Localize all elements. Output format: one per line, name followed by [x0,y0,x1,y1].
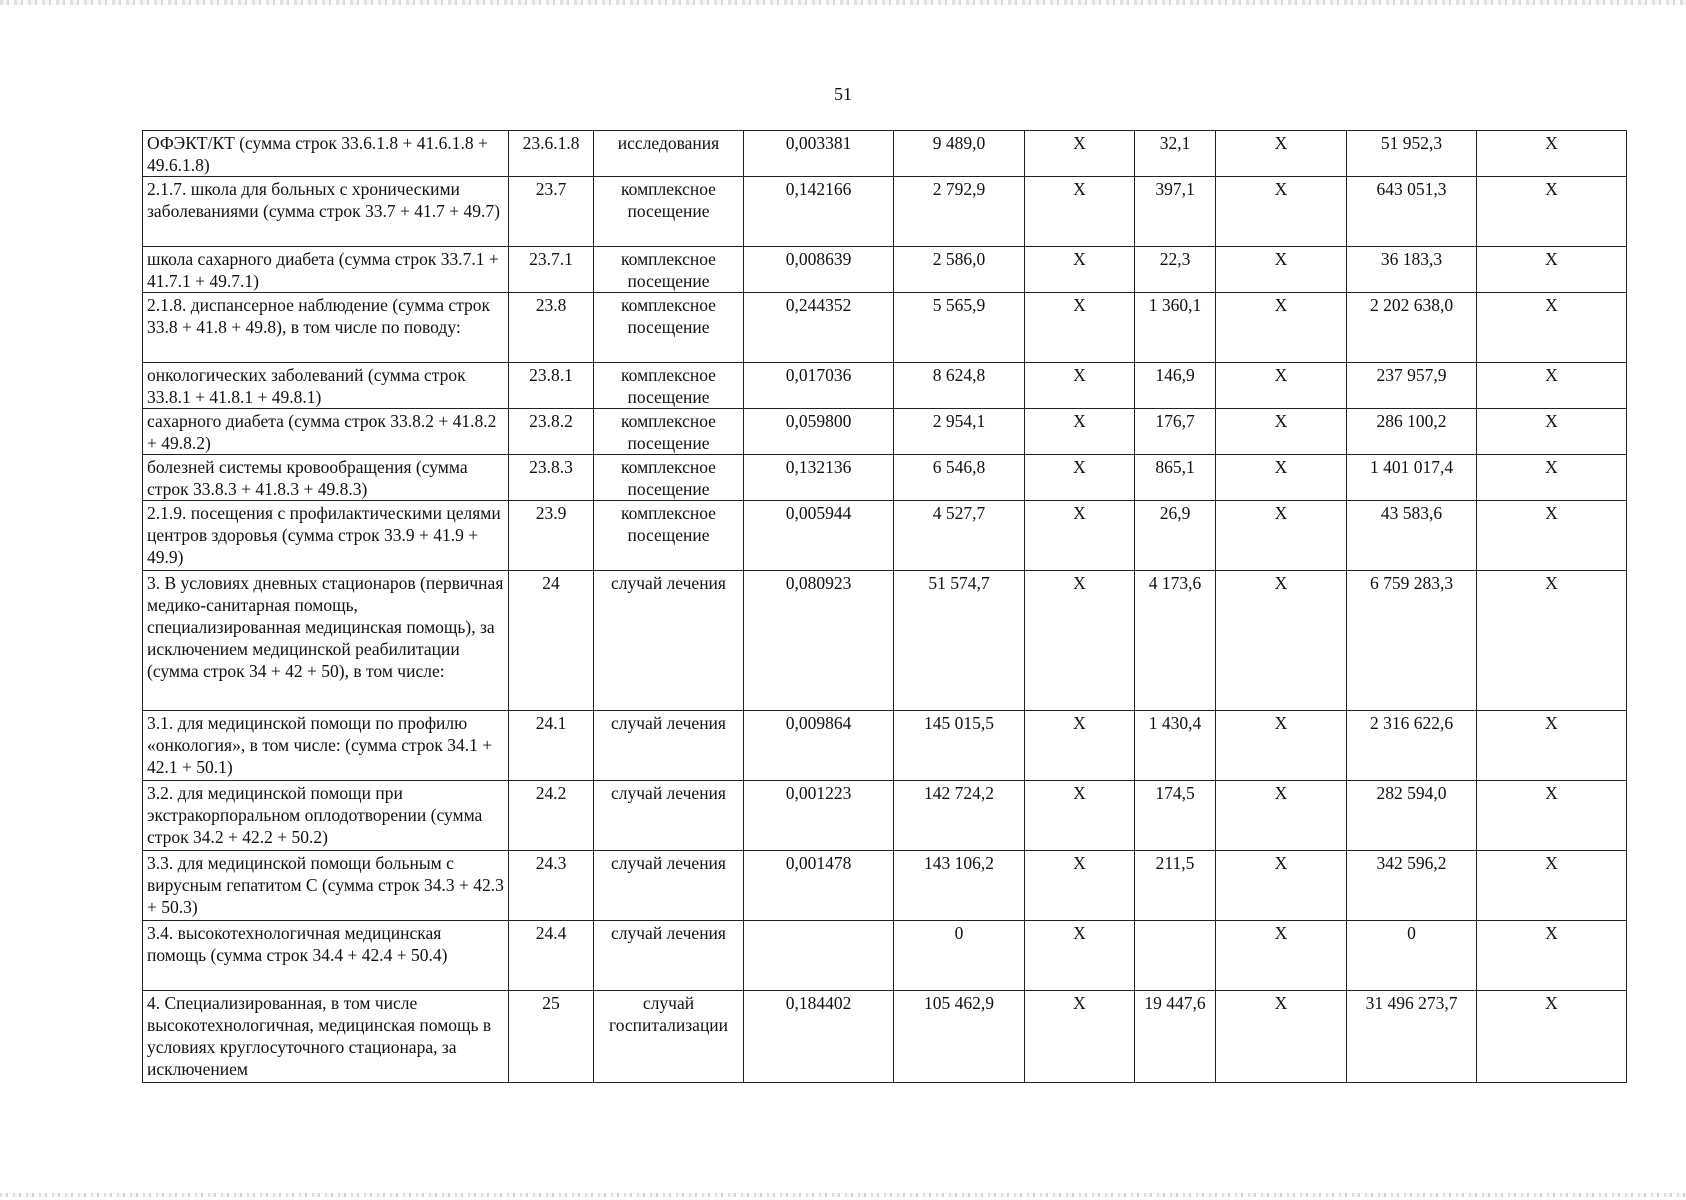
row-x-mark-2: X [1216,177,1347,247]
row-cost-cell: 2 586,0 [894,247,1025,293]
row-per-capita-cell: 1 360,1 [1135,293,1216,363]
row-unit-cell: случай лечения [594,571,744,711]
row-code-cell: 24 [509,571,594,711]
table-row [143,409,1627,455]
row-per-capita-cell [1135,921,1216,991]
row-total-cell: 43 583,6 [1347,501,1477,571]
row-cost-cell: 9 489,0 [894,131,1025,177]
table-row [143,363,1627,409]
row-x-mark-2: X [1216,501,1347,571]
row-x-mark-1: X [1025,711,1135,781]
data-table [142,130,1627,1083]
row-x-mark-1: X [1025,921,1135,991]
table-row [143,131,1627,177]
row-x-mark-2: X [1216,409,1347,455]
row-unit-cell: случай госпитализации [594,991,744,1083]
row-name-cell: 2.1.9. посещения с профилактическими целями центров здоровья (сумма строк 33.9 + 41.9 + 49.9) [143,501,509,571]
row-x-mark-3: X [1477,711,1627,781]
table-row [143,247,1627,293]
row-unit-cell: комплексное посещение [594,177,744,247]
row-unit-cell: комплексное посещение [594,247,744,293]
row-unit-cell: комплексное посещение [594,501,744,571]
row-code-cell: 23.7.1 [509,247,594,293]
row-cost-cell: 4 527,7 [894,501,1025,571]
row-x-mark-3: X [1477,991,1627,1083]
row-x-mark-2: X [1216,571,1347,711]
row-cost-cell: 6 546,8 [894,455,1025,501]
row-per-capita-cell: 176,7 [1135,409,1216,455]
row-code-cell: 23.8.2 [509,409,594,455]
row-name-cell: болезней системы кровообращения (сумма строк 33.8.3 + 41.8.3 + 49.8.3) [143,455,509,501]
row-norm-cell: 0,080923 [744,571,894,711]
row-x-mark-2: X [1216,921,1347,991]
row-norm-cell: 0,244352 [744,293,894,363]
row-code-cell: 24.1 [509,711,594,781]
row-name-cell: 3.3. для медицинской помощи больным с вирусным гепатитом С (сумма строк 34.3 + 42.3 + 50.3) [143,851,509,921]
row-cost-cell: 145 015,5 [894,711,1025,781]
row-per-capita-cell: 397,1 [1135,177,1216,247]
row-total-cell: 2 316 622,6 [1347,711,1477,781]
row-x-mark-3: X [1477,921,1627,991]
row-norm-cell: 0,017036 [744,363,894,409]
table-row [143,455,1627,501]
row-name-cell: 3.2. для медицинской помощи при экстракорпоральном оплодотворении (сумма строк 34.2 + 42.2 + 50.2) [143,781,509,851]
row-code-cell: 23.8 [509,293,594,363]
row-x-mark-1: X [1025,501,1135,571]
row-norm-cell: 0,001223 [744,781,894,851]
row-norm-cell: 0,001478 [744,851,894,921]
row-total-cell: 6 759 283,3 [1347,571,1477,711]
row-x-mark-2: X [1216,851,1347,921]
row-name-cell: сахарного диабета (сумма строк 33.8.2 + 41.8.2 + 49.8.2) [143,409,509,455]
row-x-mark-3: X [1477,571,1627,711]
row-cost-cell: 51 574,7 [894,571,1025,711]
row-name-cell: 3. В условиях дневных стационаров (первичная медико-санитарная помощь, специализированная медицинская помощь), за исключением медицинской реабилитации (сумма строк 34 + 42 + 50), в том числе: [143,571,509,711]
row-unit-cell: исследования [594,131,744,177]
table-row [143,501,1627,571]
row-x-mark-1: X [1025,991,1135,1083]
row-code-cell: 23.9 [509,501,594,571]
row-total-cell: 1 401 017,4 [1347,455,1477,501]
row-name-cell: 3.1. для медицинской помощи по профилю «онкология», в том числе: (сумма строк 34.1 + 42.1 + 50.1) [143,711,509,781]
row-per-capita-cell: 22,3 [1135,247,1216,293]
row-total-cell: 36 183,3 [1347,247,1477,293]
row-x-mark-1: X [1025,247,1135,293]
row-norm-cell [744,921,894,991]
row-cost-cell: 2 954,1 [894,409,1025,455]
scan-edge-top [0,0,1686,5]
row-x-mark-2: X [1216,131,1347,177]
row-x-mark-3: X [1477,501,1627,571]
row-x-mark-1: X [1025,409,1135,455]
row-total-cell: 643 051,3 [1347,177,1477,247]
row-norm-cell: 0,059800 [744,409,894,455]
row-name-cell: 4. Специализированная, в том числе высокотехнологичная, медицинская помощь в условиях круглосуточного стационара, за исключением [143,991,509,1083]
row-per-capita-cell: 26,9 [1135,501,1216,571]
row-unit-cell: комплексное посещение [594,293,744,363]
row-code-cell: 23.8.1 [509,363,594,409]
row-code-cell: 24.3 [509,851,594,921]
row-total-cell: 282 594,0 [1347,781,1477,851]
row-code-cell: 25 [509,991,594,1083]
row-x-mark-3: X [1477,247,1627,293]
row-name-cell: онкологических заболеваний (сумма строк 33.8.1 + 41.8.1 + 49.8.1) [143,363,509,409]
row-x-mark-3: X [1477,131,1627,177]
row-per-capita-cell: 4 173,6 [1135,571,1216,711]
row-unit-cell: комплексное посещение [594,455,744,501]
row-x-mark-2: X [1216,247,1347,293]
row-x-mark-2: X [1216,711,1347,781]
row-name-cell: 2.1.8. диспансерное наблюдение (сумма строк 33.8 + 41.8 + 49.8), в том числе по поводу: [143,293,509,363]
row-cost-cell: 0 [894,921,1025,991]
table-row [143,921,1627,991]
table-row [143,177,1627,247]
row-x-mark-1: X [1025,571,1135,711]
row-x-mark-2: X [1216,455,1347,501]
table-row [143,293,1627,363]
row-per-capita-cell: 32,1 [1135,131,1216,177]
row-cost-cell: 8 624,8 [894,363,1025,409]
row-cost-cell: 142 724,2 [894,781,1025,851]
row-per-capita-cell: 19 447,6 [1135,991,1216,1083]
row-x-mark-1: X [1025,131,1135,177]
row-unit-cell: комплексное посещение [594,363,744,409]
row-x-mark-3: X [1477,363,1627,409]
row-norm-cell: 0,008639 [744,247,894,293]
row-total-cell: 286 100,2 [1347,409,1477,455]
row-x-mark-1: X [1025,363,1135,409]
row-per-capita-cell: 211,5 [1135,851,1216,921]
row-x-mark-3: X [1477,177,1627,247]
scan-edge-bottom [0,1193,1686,1197]
row-norm-cell: 0,184402 [744,991,894,1083]
row-x-mark-3: X [1477,851,1627,921]
row-norm-cell: 0,003381 [744,131,894,177]
row-x-mark-1: X [1025,455,1135,501]
row-x-mark-2: X [1216,363,1347,409]
row-norm-cell: 0,142166 [744,177,894,247]
page-number: 51 [834,84,852,104]
table-row [143,781,1627,851]
row-x-mark-2: X [1216,991,1347,1083]
row-total-cell: 51 952,3 [1347,131,1477,177]
row-x-mark-1: X [1025,293,1135,363]
row-cost-cell: 2 792,9 [894,177,1025,247]
row-per-capita-cell: 146,9 [1135,363,1216,409]
table-row [143,711,1627,781]
row-name-cell: 3.4. высокотехнологичная медицинская помощь (сумма строк 34.4 + 42.4 + 50.4) [143,921,509,991]
row-total-cell: 2 202 638,0 [1347,293,1477,363]
row-total-cell: 342 596,2 [1347,851,1477,921]
row-total-cell: 31 496 273,7 [1347,991,1477,1083]
row-name-cell: 2.1.7. школа для больных с хроническими заболеваниями (сумма строк 33.7 + 41.7 + 49.7) [143,177,509,247]
row-unit-cell: случай лечения [594,711,744,781]
row-cost-cell: 5 565,9 [894,293,1025,363]
row-name-cell: ОФЭКТ/КТ (сумма строк 33.6.1.8 + 41.6.1.8 + 49.6.1.8) [143,131,509,177]
row-per-capita-cell: 865,1 [1135,455,1216,501]
row-norm-cell: 0,132136 [744,455,894,501]
row-x-mark-1: X [1025,851,1135,921]
row-x-mark-1: X [1025,177,1135,247]
table-row [143,571,1627,711]
row-per-capita-cell: 174,5 [1135,781,1216,851]
table-body [143,131,1627,1083]
row-x-mark-2: X [1216,293,1347,363]
row-unit-cell: комплексное посещение [594,409,744,455]
row-total-cell: 237 957,9 [1347,363,1477,409]
row-name-cell: школа сахарного диабета (сумма строк 33.7.1 + 41.7.1 + 49.7.1) [143,247,509,293]
row-unit-cell: случай лечения [594,851,744,921]
row-cost-cell: 143 106,2 [894,851,1025,921]
row-x-mark-1: X [1025,781,1135,851]
row-norm-cell: 0,009864 [744,711,894,781]
row-code-cell: 23.7 [509,177,594,247]
row-unit-cell: случай лечения [594,921,744,991]
row-code-cell: 23.8.3 [509,455,594,501]
row-code-cell: 23.6.1.8 [509,131,594,177]
row-norm-cell: 0,005944 [744,501,894,571]
row-x-mark-2: X [1216,781,1347,851]
row-per-capita-cell: 1 430,4 [1135,711,1216,781]
row-total-cell: 0 [1347,921,1477,991]
row-x-mark-3: X [1477,409,1627,455]
row-cost-cell: 105 462,9 [894,991,1025,1083]
row-unit-cell: случай лечения [594,781,744,851]
row-x-mark-3: X [1477,455,1627,501]
table-row [143,991,1627,1083]
row-x-mark-3: X [1477,293,1627,363]
row-code-cell: 24.4 [509,921,594,991]
table-row [143,851,1627,921]
row-code-cell: 24.2 [509,781,594,851]
row-x-mark-3: X [1477,781,1627,851]
